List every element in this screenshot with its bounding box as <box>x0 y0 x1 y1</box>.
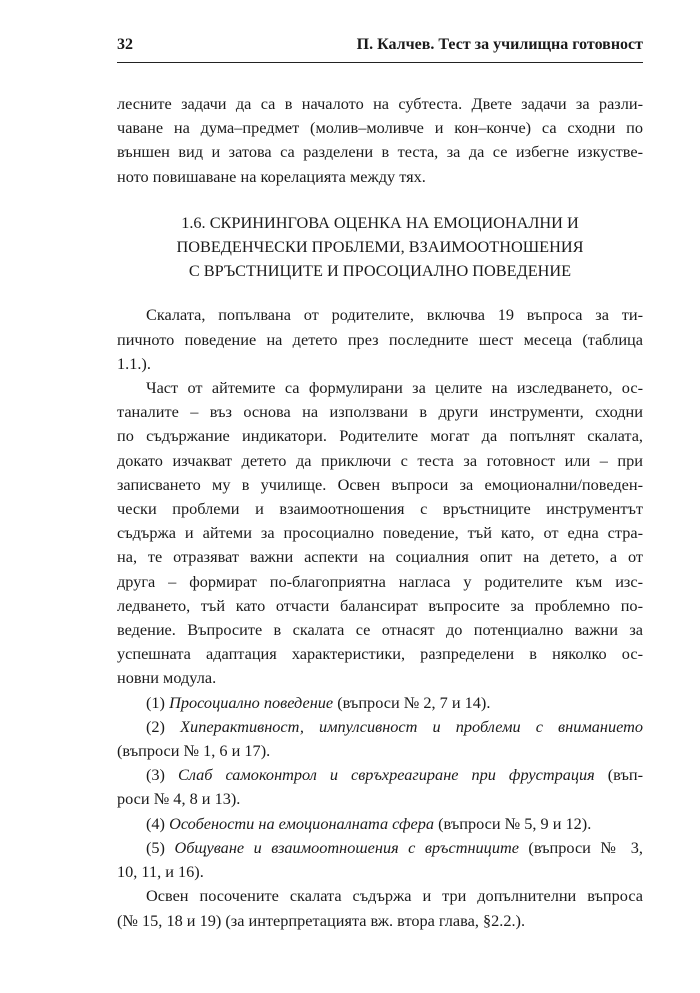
text-line: лесните задачи да са в началото на субтеста. Двете задачи за разли- <box>117 94 643 113</box>
text-line: Скалата, попълвана от родителите, включва 19 въпроса за ти- <box>146 305 643 325</box>
page-number: 32 <box>117 36 133 53</box>
text-line: докато изчакват детето да приключи с теста за готовност или – при <box>117 450 643 470</box>
text-line: таналите – въз основа на използвани в други инструменти, сходни <box>117 402 643 422</box>
module-title: Слаб самоконтрол и свръхреагиране при фрустрация <box>177 765 595 785</box>
text-line <box>117 812 643 836</box>
module-questions: (въпроси № 1, 6 и 17). <box>117 741 271 761</box>
closing-paragraph <box>117 884 643 932</box>
module-number: (3) <box>146 765 165 785</box>
module-title: Общуване и взаимоотношения с връстниците <box>174 837 519 857</box>
paragraph-items-origin <box>117 376 643 691</box>
module-questions: (въпроси № 3, <box>518 837 643 857</box>
module-questions: (въпроси № 5, 9 и 12). <box>434 813 592 833</box>
text-line: 1.1.). <box>117 353 151 373</box>
text-line: по съдържание индикатори. Родителите могат да попълнят скалата, <box>117 426 643 446</box>
page-header <box>117 36 643 54</box>
text-line: записването му в училище. Освен въпроси за емоционални/поведен- <box>117 474 643 494</box>
text-line: новни модула. <box>117 668 217 688</box>
text-line <box>117 715 643 739</box>
section-heading <box>117 211 643 284</box>
module-questions-cont: 10, 11, и 16). <box>117 862 204 882</box>
text-line: ведение. Въпросите в скалата се отнасят до потенциално важни за <box>117 620 643 640</box>
text-line: съдържа и айтеми за просоциално поведение, тъй като, от една стра- <box>117 523 643 543</box>
module-number: (1) <box>146 692 165 712</box>
heading-line: ПОВЕДЕНЧЕСКИ ПРОБЛЕМИ, ВЗАИМООТНОШЕНИЯ <box>176 237 584 257</box>
text-line <box>117 691 643 715</box>
text-line: пичното поведение на детето през последните шест месеца (таблица <box>117 329 643 349</box>
text-line <box>117 836 643 860</box>
module-item <box>117 812 643 836</box>
text-line: ното повишаване на корелацията между тях. <box>117 166 426 186</box>
text-line: Освен посочените скалата съдържа и три допълнителни въпроса <box>146 886 643 906</box>
heading-line: 1.6. СКРИНИНГОВА ОЦЕНКА НА ЕМОЦИОНАЛНИ И <box>181 212 579 232</box>
heading-line: С ВРЪСТНИЦИТЕ И ПРОСОЦИАЛНО ПОВЕДЕНИЕ <box>188 261 572 281</box>
text-line: ледването, тъй като отчасти балансират въпросите за проблемно по- <box>117 595 643 615</box>
text-line: успешната адаптация характеристики, разпределени в няколко ос- <box>117 644 643 664</box>
module-questions-cont: роси № 4, 8 и 13). <box>117 789 241 809</box>
running-title: П. Калчев. Тест за училищна готовност <box>356 36 643 53</box>
text-line: чески проблеми и взаимоотношения с връстниците инструментът <box>117 499 643 519</box>
page-body <box>117 92 643 933</box>
module-item <box>117 715 643 763</box>
module-number: (2) <box>146 716 165 736</box>
text-line: друга – формират по-благоприятна нагласа у родителите към изс- <box>117 571 643 591</box>
module-item <box>117 836 643 884</box>
module-title: Хиперактивност, импулсивност и проблеми с вниманието <box>180 716 644 736</box>
module-item <box>117 763 643 811</box>
text-line <box>117 763 643 787</box>
header-rule <box>117 62 643 63</box>
module-item <box>117 691 643 715</box>
module-questions: (въпроси № 2, 7 и 14). <box>333 692 491 712</box>
module-number: (4) <box>146 813 165 833</box>
text-line: на, те отразяват важни аспекти на социалния опит на детето, а от <box>117 547 643 567</box>
text-line: чаване на дума–предмет (молив–моливче и кон–конче) са сходни по <box>117 118 643 138</box>
text-line: външен вид и затова са разделени в теста, за да се избегне изкустве- <box>117 142 643 162</box>
paragraph-scale-description <box>117 303 643 376</box>
module-title: Особености на емоционалната сфера <box>169 813 435 833</box>
module-questions: (въп- <box>594 765 644 785</box>
text-line: (№ 15, 18 и 19) (за интерпретацията вж. втора глава, §2.2.). <box>117 910 526 930</box>
text-line: Част от айтемите са формулирани за целите на изследването, ос- <box>146 378 643 398</box>
intro-paragraph <box>117 92 643 189</box>
module-title: Просоциално поведение <box>169 692 334 712</box>
module-number: (5) <box>146 837 165 857</box>
